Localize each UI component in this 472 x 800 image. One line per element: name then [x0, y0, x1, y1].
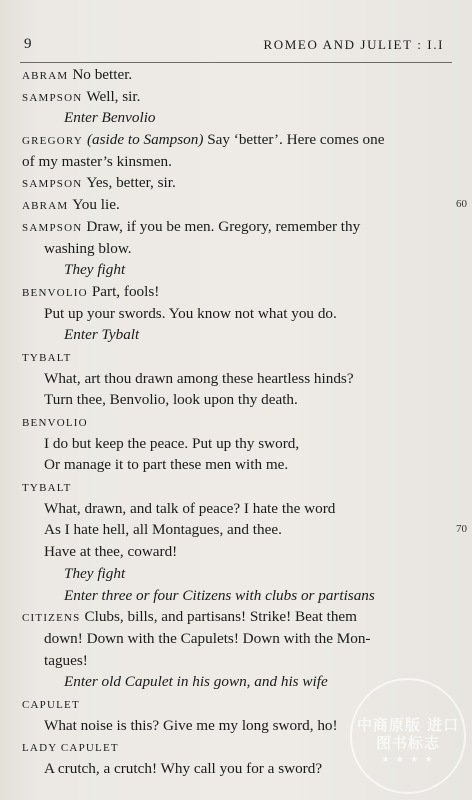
direction-part: Enter old Capulet in his gown,: [64, 673, 251, 691]
verse-line: What noise is this? Give me my long sword, ho!: [44, 716, 338, 734]
verse-line: What, drawn, and talk of peace? I hate the word: [44, 499, 336, 517]
running-title: ROMEO AND JULIET : I.I: [263, 37, 444, 52]
verse-line: Have at thee, coward!: [44, 543, 178, 561]
watermark-seal: [350, 678, 466, 794]
line-number: 70: [456, 523, 467, 536]
verse-line: I do but keep the peace. Put up thy sword,: [44, 434, 300, 452]
speech: No better.: [72, 66, 133, 83]
verse-line: What, art thou drawn among these heartless hinds?: [44, 369, 354, 387]
text-line: [22, 194, 467, 216]
text-line: tagues!: [44, 651, 88, 669]
speech: Well, sir.: [86, 87, 141, 105]
speech: You lie.: [72, 196, 120, 214]
speaker-name: CITIZENS: [22, 612, 81, 625]
text-line: Put up your swords. You know not what you do.: [44, 304, 337, 322]
stage-direction: Enter Tybalt: [64, 326, 140, 344]
speech: Yes, better, sir.: [86, 174, 176, 192]
stage-direction: They fight: [64, 261, 126, 279]
verse-line: Turn thee, Benvolio, look upon thy death.: [44, 391, 298, 409]
direction-part: and his wife: [254, 673, 328, 691]
line-number: 60: [456, 198, 467, 211]
text-line: [22, 172, 442, 194]
text-line: [22, 606, 442, 628]
watermark-stars: ★ ★ ★ ★: [381, 754, 435, 764]
play-text: [22, 64, 467, 780]
speech: Draw, if you be men. Gregory, remember thy: [86, 217, 361, 235]
speaker-heading: [22, 346, 442, 368]
speech: Say ‘better’. Here comes one: [207, 131, 385, 149]
stage-direction: They fight: [64, 564, 126, 582]
header-rule: [20, 62, 452, 63]
text-line: [22, 281, 442, 303]
text-line: [22, 64, 442, 86]
text-line: [22, 129, 442, 151]
running-head: [24, 36, 444, 56]
speaker-heading: [22, 411, 442, 433]
speaker-name: GREGORY: [22, 135, 83, 148]
verse-text: As I hate hell, all Montagues, and thee.: [44, 521, 282, 539]
speaker-name: TYBALT: [22, 482, 72, 495]
stage-direction: Enter three or four Citizens with clubs or partisans: [64, 586, 375, 604]
speaker-name: TYBALT: [22, 351, 72, 364]
text-line: down! Down with the Capulets! Down with the Mon-: [44, 629, 371, 647]
speech: Clubs, bills, and partisans! Strike! Beat them: [84, 608, 357, 626]
text-line: [22, 216, 442, 238]
text-line: [22, 86, 442, 108]
text-line: of my master’s kinsmen.: [22, 152, 172, 170]
stage-direction: Enter Benvolio: [64, 109, 156, 127]
speaker-heading: [22, 476, 442, 498]
verse-line: [22, 519, 467, 541]
page-number: 9: [24, 36, 32, 52]
speaker-name: SAMPSON: [22, 221, 83, 234]
verse-line: A crutch, a crutch! Why call you for a sword?: [44, 760, 323, 777]
speaker-name: ABRAM: [22, 200, 69, 213]
aside-direction: (aside to Sampson): [86, 131, 204, 149]
speaker-name: LADY CAPULET: [22, 742, 119, 755]
speaker-name: CAPULET: [22, 698, 80, 711]
speaker-name: ABRAM: [22, 70, 69, 82]
speaker-name: BENVOLIO: [22, 286, 88, 299]
speaker-name: BENVOLIO: [22, 417, 88, 429]
speaker-name: SAMPSON: [22, 178, 83, 191]
speech: Part, fools!: [91, 282, 160, 300]
verse-line: Or manage it to part these men with me.: [44, 456, 289, 474]
watermark-text: 中商原版 进口图书标志: [356, 716, 460, 752]
speaker-name: SAMPSON: [22, 91, 83, 104]
text-line: washing blow.: [44, 239, 132, 257]
